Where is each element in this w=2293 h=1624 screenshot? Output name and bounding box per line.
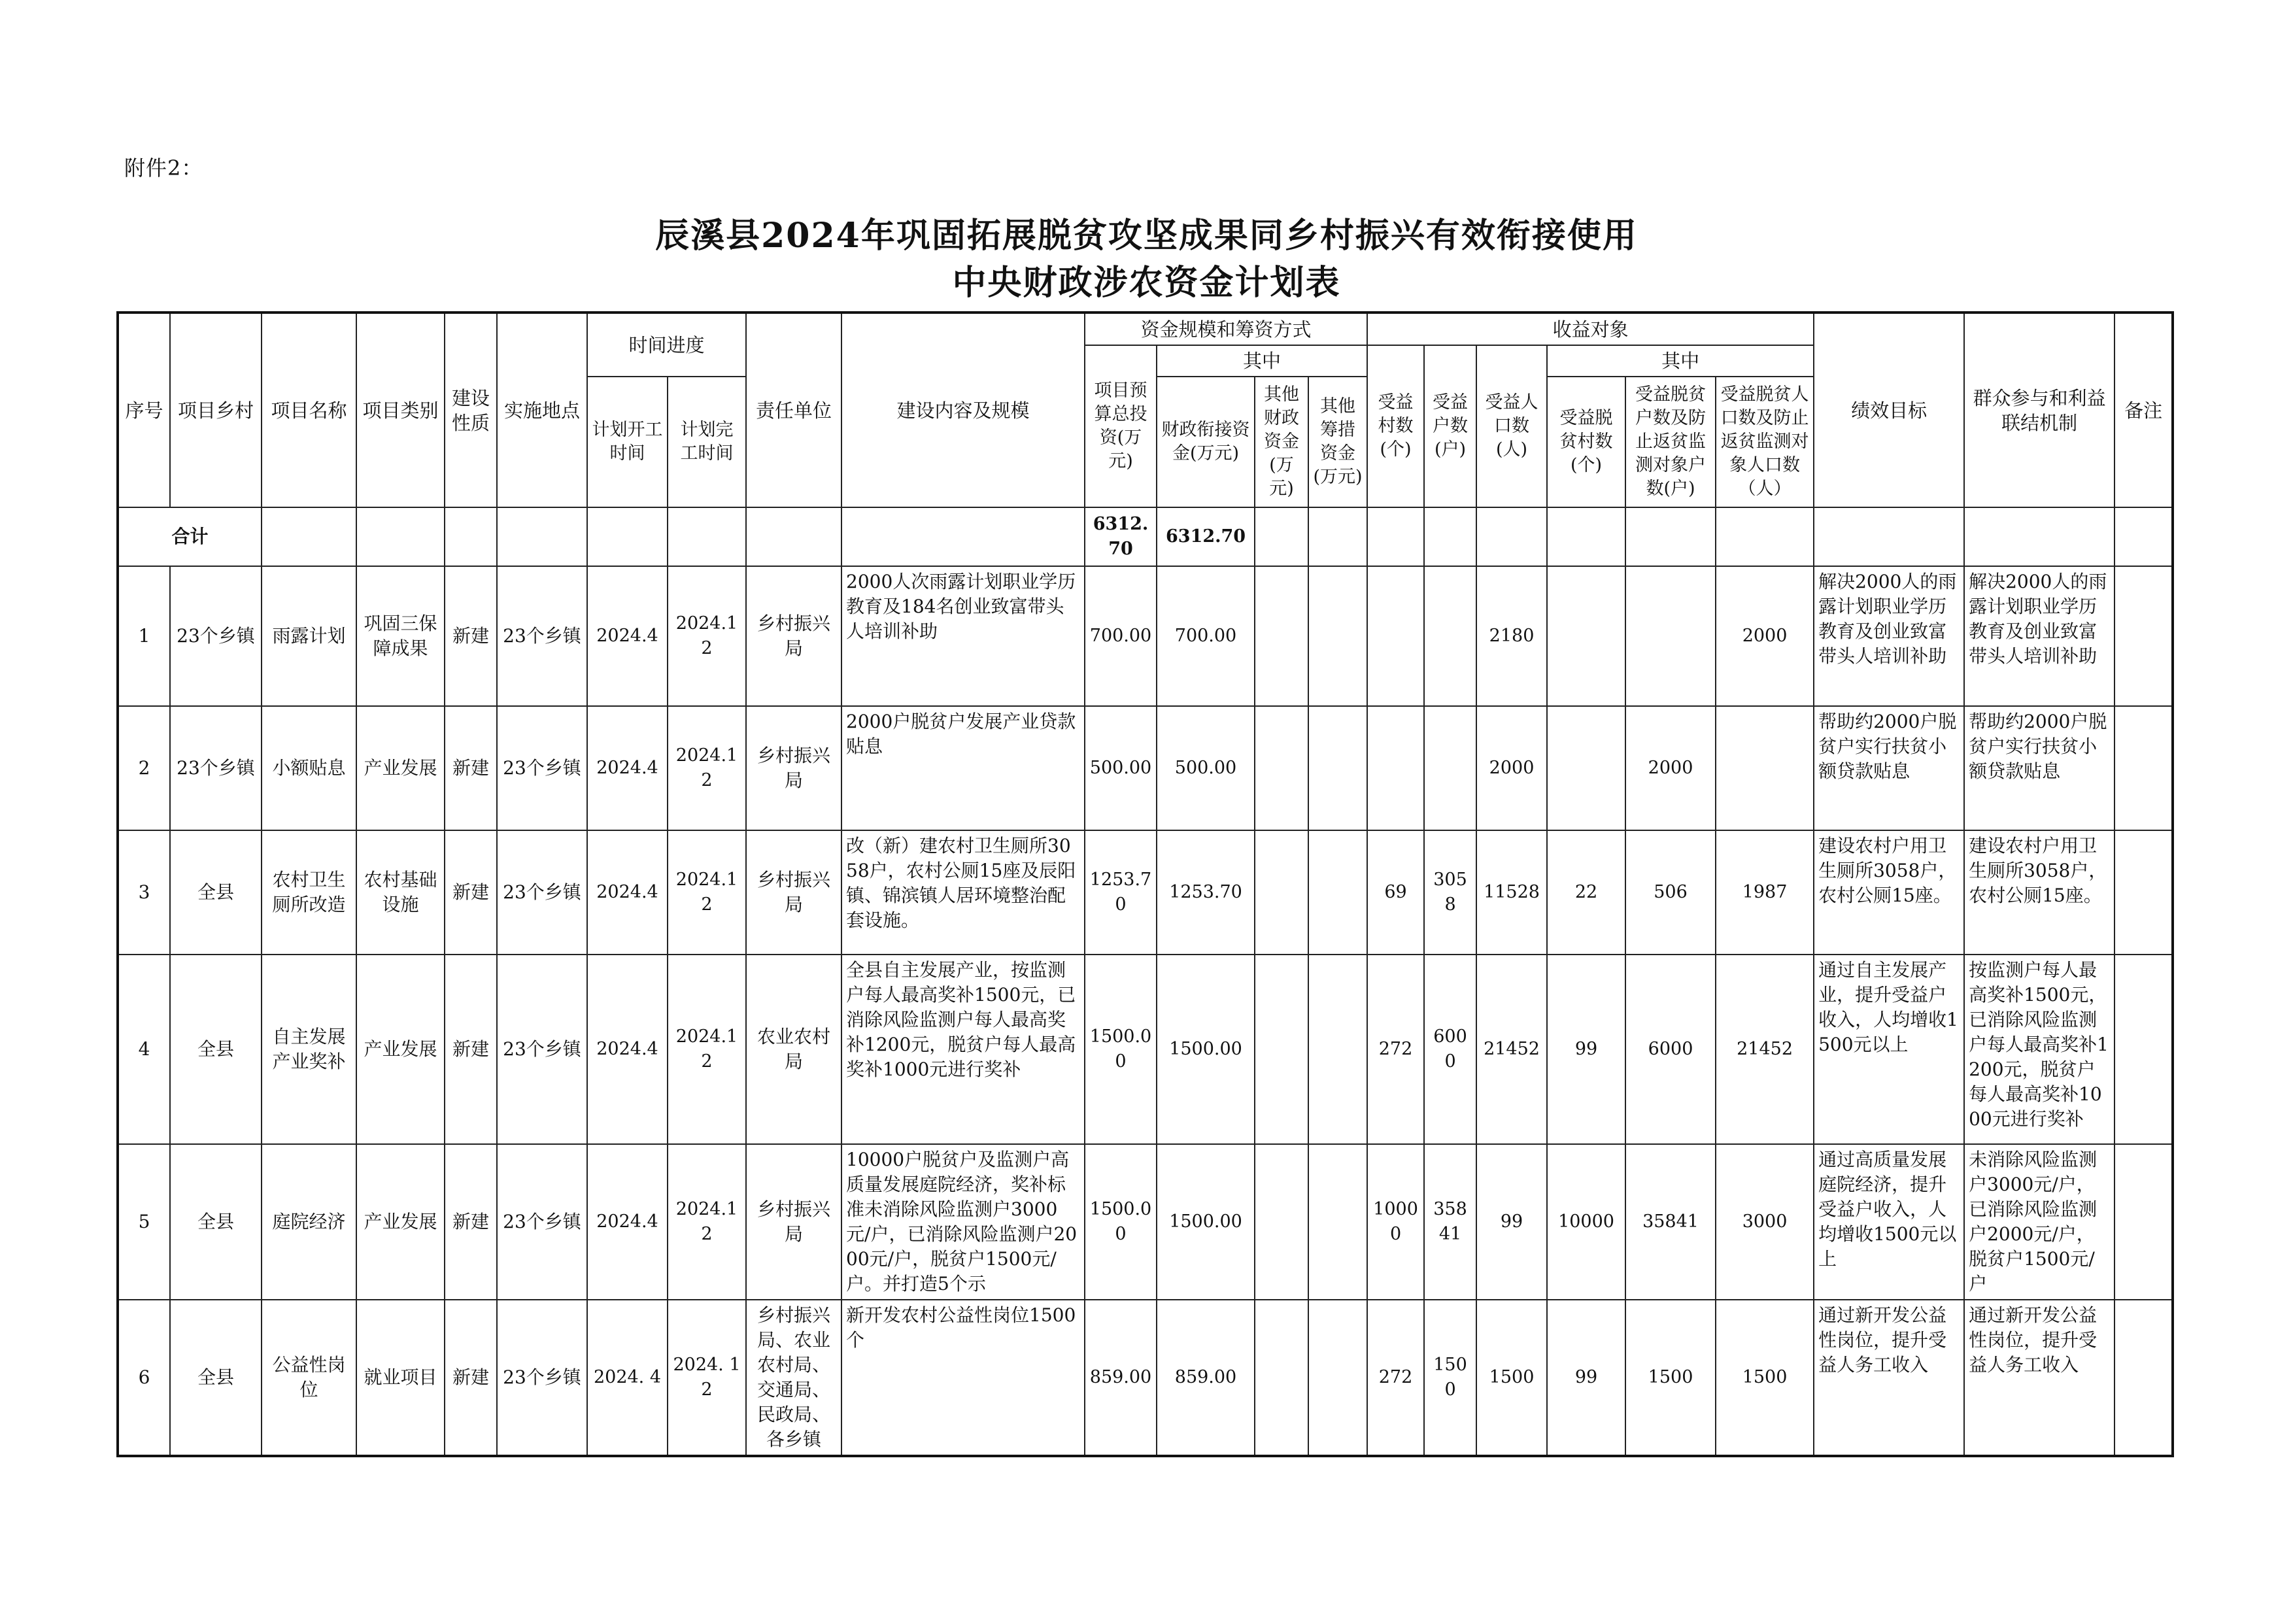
cell-index: 2 (118, 706, 170, 830)
cell-poor-households: 2000 (1625, 706, 1716, 830)
cell-end: 2024.12 (668, 566, 746, 706)
cell-mechanism: 解决2000人的雨露计划职业学历教育及创业致富带头人培训补助 (1964, 566, 2115, 706)
col-fund-group-header: 资金规模和筹资方式 (1085, 313, 1367, 345)
cell-households (1424, 706, 1476, 830)
cell-total-invest: 500.00 (1085, 706, 1157, 830)
cell-nature: 新建 (445, 706, 497, 830)
cell-villages: 10000 (1367, 1144, 1424, 1300)
cell-mechanism: 帮助约2000户脱贫户实行扶贫小额贷款贴息 (1964, 706, 2115, 830)
cell-poor-population: 3000 (1716, 1144, 1814, 1300)
cell-start: 2024. 4 (587, 1300, 668, 1456)
cell-poor-villages: 99 (1547, 955, 1625, 1144)
cell-index: 6 (118, 1300, 170, 1456)
cell-total-invest: 1253.70 (1085, 830, 1157, 955)
cell-villages (1367, 706, 1424, 830)
cell-index: 3 (118, 830, 170, 955)
cell-goal: 通过自主发展产业，提升受益户收入，人均增收1500元以上 (1814, 955, 1964, 1144)
cell-other-fiscal (1255, 830, 1308, 955)
cell-content: 2000人次雨露计划职业学历教育及184名创业致富带头人培训补助 (841, 566, 1085, 706)
cell-village: 全县 (170, 955, 262, 1144)
cell-other-fiscal (1255, 955, 1308, 1144)
attachment-label: 附件2： (124, 156, 203, 180)
cell-index: 1 (118, 566, 170, 706)
cell-remark (2115, 830, 2173, 955)
table-row (118, 566, 2173, 706)
cell-unit: 乡村振兴局 (746, 1144, 841, 1300)
cell-other-raised (1308, 1300, 1367, 1456)
cell-location: 23个乡镇 (497, 955, 587, 1144)
cell-name: 庭院经济 (262, 1144, 356, 1300)
col-population-header: 受益人口数(人) (1476, 345, 1547, 507)
cell-start: 2024.4 (587, 1144, 668, 1300)
cell-mechanism: 通过新开发公益性岗位，提升受益人务工收入 (1964, 1300, 2115, 1456)
cell-poor-villages: 99 (1547, 1300, 1625, 1456)
cell-end: 2024.12 (668, 706, 746, 830)
cell-goal: 解决2000人的雨露计划职业学历教育及创业致富带头人培训补助 (1814, 566, 1964, 706)
cell-population: 21452 (1476, 955, 1547, 1144)
cell-start: 2024.4 (587, 955, 668, 1144)
cell-end: 2024. 12 (668, 1300, 746, 1456)
cell-nature: 新建 (445, 566, 497, 706)
cell-households: 35841 (1424, 1144, 1476, 1300)
cell-households: 1500 (1424, 1300, 1476, 1456)
cell-population: 11528 (1476, 830, 1547, 955)
total-invest-cell: 6312.70 (1085, 507, 1157, 566)
cell-population: 1500 (1476, 1300, 1547, 1456)
cell-start: 2024.4 (587, 706, 668, 830)
cell-poor-population (1716, 706, 1814, 830)
cell-households: 3058 (1424, 830, 1476, 955)
cell-location: 23个乡镇 (497, 1300, 587, 1456)
cell-village: 23个乡镇 (170, 566, 262, 706)
cell-location: 23个乡镇 (497, 566, 587, 706)
cell-poor-population: 1500 (1716, 1300, 1814, 1456)
col-total-invest-header: 项目预算总投资(万元) (1085, 345, 1157, 507)
cell-content: 2000户脱贫户发展产业贷款贴息 (841, 706, 1085, 830)
cell-other-raised (1308, 566, 1367, 706)
cell-village: 23个乡镇 (170, 706, 262, 830)
cell-poor-villages: 22 (1547, 830, 1625, 955)
cell-other-fiscal (1255, 706, 1308, 830)
cell-other-raised (1308, 830, 1367, 955)
cell-category: 就业项目 (356, 1300, 445, 1456)
cell-name: 雨露计划 (262, 566, 356, 706)
cell-end: 2024.12 (668, 1144, 746, 1300)
document-title-line2: 中央财政涉农资金计划表 (952, 263, 1341, 303)
cell-total-invest: 1500.00 (1085, 955, 1157, 1144)
cell-content: 10000户脱贫户及监测户高质量发展庭院经济，奖补标准未消除风险监测户3000元/户，已消除风险监测户2000元/户，脱贫户1500元/户。并打造5个示 (841, 1144, 1085, 1300)
cell-content: 改（新）建农村卫生厕所3058户，农村公厕15座及辰阳镇、锦滨镇人居环境整治配套设施。 (841, 830, 1085, 955)
col-end-header: 计划完工时间 (668, 377, 746, 507)
cell-poor-population: 1987 (1716, 830, 1814, 955)
cell-category: 巩固三保障成果 (356, 566, 445, 706)
cell-other-fiscal (1255, 566, 1308, 706)
cell-nature: 新建 (445, 1144, 497, 1300)
col-unit-header: 责任单位 (746, 313, 841, 507)
cell-content: 全县自主发展产业，按监测户每人最高奖补1500元，已消除风险监测户每人最高奖补1200元，脱贫户每人最高奖补1000元进行奖补 (841, 955, 1085, 1144)
table-row (118, 955, 2173, 1144)
cell-category: 农村基础设施 (356, 830, 445, 955)
cell-poor-villages (1547, 706, 1625, 830)
cell-category: 产业发展 (356, 706, 445, 830)
cell-poor-households: 6000 (1625, 955, 1716, 1144)
col-time-group-header: 时间进度 (587, 313, 746, 377)
col-villages-header: 受益村数(个) (1367, 345, 1424, 507)
col-index-header: 序号 (118, 313, 170, 507)
cell-villages: 272 (1367, 1300, 1424, 1456)
col-nature-header: 建设性质 (445, 313, 497, 507)
cell-fiscal: 859.00 (1157, 1300, 1255, 1456)
cell-index: 4 (118, 955, 170, 1144)
cell-category: 产业发展 (356, 1144, 445, 1300)
cell-other-raised (1308, 955, 1367, 1144)
col-other-fiscal-header: 其他财政资金(万元) (1255, 377, 1308, 507)
col-start-header: 计划开工时间 (587, 377, 668, 507)
cell-mechanism: 建设农村户用卫生厕所3058户，农村公厕15座。 (1964, 830, 2115, 955)
cell-end: 2024.12 (668, 955, 746, 1144)
cell-nature: 新建 (445, 830, 497, 955)
cell-name: 农村卫生厕所改造 (262, 830, 356, 955)
cell-unit: 乡村振兴局 (746, 566, 841, 706)
cell-households: 6000 (1424, 955, 1476, 1144)
cell-population: 99 (1476, 1144, 1547, 1300)
cell-villages (1367, 566, 1424, 706)
cell-content: 新开发农村公益性岗位1500个 (841, 1300, 1085, 1456)
col-other-raised-header: 其他筹措资金(万元) (1308, 377, 1367, 507)
cell-population: 2180 (1476, 566, 1547, 706)
col-poor-population-header: 受益脱贫人口数及防止返贫监测对象人口数（人） (1716, 377, 1814, 507)
col-poor-households-header: 受益脱贫户数及防止返贫监测对象户数(户) (1625, 377, 1716, 507)
cell-unit: 乡村振兴局 (746, 706, 841, 830)
cell-fiscal: 700.00 (1157, 566, 1255, 706)
cell-remark (2115, 566, 2173, 706)
cell-poor-households: 1500 (1625, 1300, 1716, 1456)
cell-end: 2024.12 (668, 830, 746, 955)
cell-population: 2000 (1476, 706, 1547, 830)
cell-fiscal: 1500.00 (1157, 1144, 1255, 1300)
cell-unit: 农业农村局 (746, 955, 841, 1144)
cell-location: 23个乡镇 (497, 1144, 587, 1300)
cell-village: 全县 (170, 1144, 262, 1300)
cell-name: 小额贴息 (262, 706, 356, 830)
cell-nature: 新建 (445, 1300, 497, 1456)
cell-poor-households: 506 (1625, 830, 1716, 955)
total-label: 合计 (118, 507, 262, 566)
cell-total-invest: 1500.00 (1085, 1144, 1157, 1300)
cell-total-invest: 700.00 (1085, 566, 1157, 706)
cell-remark (2115, 1144, 2173, 1300)
cell-goal: 帮助约2000户脱贫户实行扶贫小额贷款贴息 (1814, 706, 1964, 830)
col-benefit-of-which-header: 其中 (1547, 345, 1814, 377)
cell-households (1424, 566, 1476, 706)
cell-mechanism: 未消除风险监测户3000元/户，已消除风险监测户2000元/户，脱贫户1500元/户 (1964, 1144, 2115, 1300)
cell-location: 23个乡镇 (497, 830, 587, 955)
cell-poor-population: 2000 (1716, 566, 1814, 706)
cell-fiscal: 1500.00 (1157, 955, 1255, 1144)
cell-other-raised (1308, 1144, 1367, 1300)
col-households-header: 受益户数(户) (1424, 345, 1476, 507)
col-fund-of-which-header: 其中 (1157, 345, 1367, 377)
col-name-header: 项目名称 (262, 313, 356, 507)
col-location-header: 实施地点 (497, 313, 587, 507)
col-content-header: 建设内容及规模 (841, 313, 1085, 507)
total-fiscal-cell: 6312.70 (1157, 507, 1255, 566)
cell-village: 全县 (170, 830, 262, 955)
cell-other-raised (1308, 706, 1367, 830)
cell-poor-households (1625, 566, 1716, 706)
cell-goal: 通过高质量发展庭院经济，提升受益户收入，人均增收1500元以上 (1814, 1144, 1964, 1300)
cell-total-invest: 859.00 (1085, 1300, 1157, 1456)
col-mechanism-header: 群众参与和利益联结机制 (1964, 313, 2115, 507)
cell-villages: 69 (1367, 830, 1424, 955)
col-remark-header: 备注 (2115, 313, 2173, 507)
total-row (118, 507, 2173, 566)
cell-name: 自主发展产业奖补 (262, 955, 356, 1144)
table-row (118, 706, 2173, 830)
cell-remark (2115, 1300, 2173, 1456)
table-row (118, 830, 2173, 955)
cell-other-fiscal (1255, 1300, 1308, 1456)
cell-start: 2024.4 (587, 566, 668, 706)
cell-nature: 新建 (445, 955, 497, 1144)
cell-fiscal: 1253.70 (1157, 830, 1255, 955)
cell-villages: 272 (1367, 955, 1424, 1144)
cell-index: 5 (118, 1144, 170, 1300)
col-goal-header: 绩效目标 (1814, 313, 1964, 507)
cell-goal: 建设农村户用卫生厕所3058户，农村公厕15座。 (1814, 830, 1964, 955)
fund-plan-table (116, 311, 2174, 1457)
cell-poor-villages: 10000 (1547, 1144, 1625, 1300)
cell-unit: 乡村振兴局、农业农村局、交通局、民政局、各乡镇 (746, 1300, 841, 1456)
cell-village: 全县 (170, 1300, 262, 1456)
cell-poor-population: 21452 (1716, 955, 1814, 1144)
cell-unit: 乡村振兴局 (746, 830, 841, 955)
cell-other-fiscal (1255, 1144, 1308, 1300)
col-poor-villages-header: 受益脱贫村数(个) (1547, 377, 1625, 507)
cell-mechanism: 按监测户每人最高奖补1500元，已消除风险监测户每人最高奖补1200元，脱贫户每人最高奖补1000元进行奖补 (1964, 955, 2115, 1144)
document-title-line1: 辰溪县2024年巩固拓展脱贫攻坚成果同乡村振兴有效衔接使用 (655, 216, 1638, 256)
cell-location: 23个乡镇 (497, 706, 587, 830)
cell-poor-households: 35841 (1625, 1144, 1716, 1300)
col-category-header: 项目类别 (356, 313, 445, 507)
cell-category: 产业发展 (356, 955, 445, 1144)
cell-start: 2024.4 (587, 830, 668, 955)
col-fiscal-header: 财政衔接资金(万元) (1157, 377, 1255, 507)
cell-fiscal: 500.00 (1157, 706, 1255, 830)
table-row (118, 1144, 2173, 1300)
cell-remark (2115, 955, 2173, 1144)
col-benefit-group-header: 收益对象 (1367, 313, 1814, 345)
col-village-header: 项目乡村 (170, 313, 262, 507)
cell-poor-villages (1547, 566, 1625, 706)
table-row (118, 1300, 2173, 1456)
cell-name: 公益性岗位 (262, 1300, 356, 1456)
cell-remark (2115, 706, 2173, 830)
cell-goal: 通过新开发公益性岗位，提升受益人务工收入 (1814, 1300, 1964, 1456)
